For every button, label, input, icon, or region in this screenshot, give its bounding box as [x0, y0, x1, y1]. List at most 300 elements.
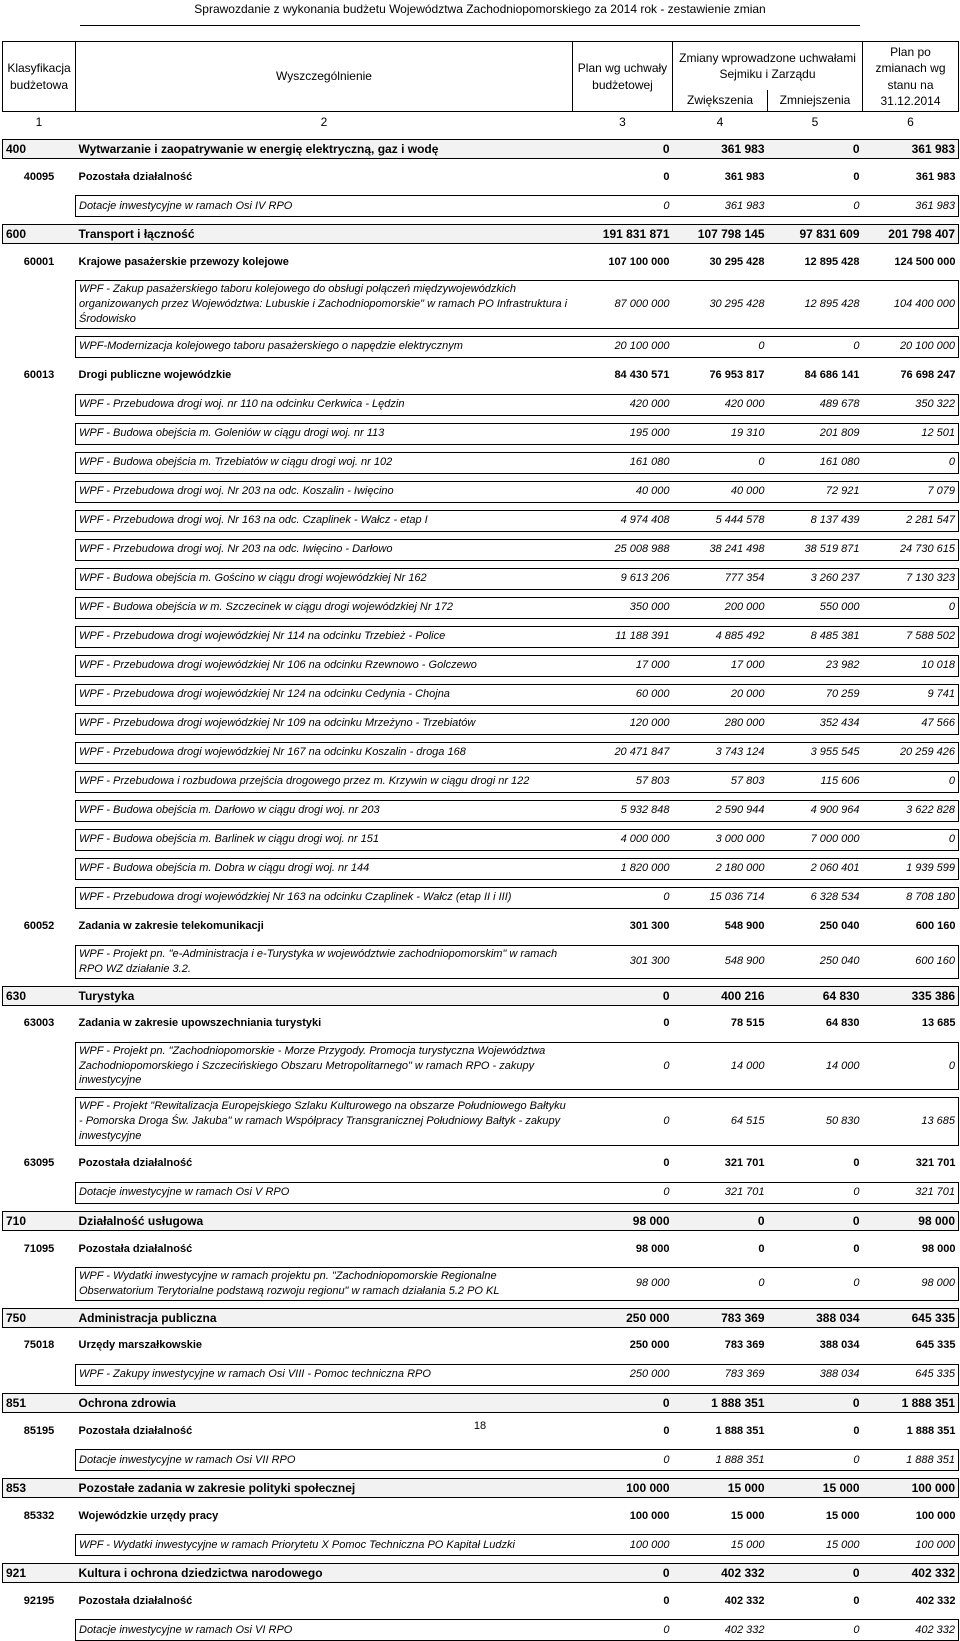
empty-code-cell — [3, 539, 76, 560]
spacer-cell — [3, 938, 959, 946]
description: WPF - Projekt "Rewitalizacja Europejskiego Szlaku Kulturowego na obszarze Południowego Bałtyku - Pomorska Droga Św. Jakuba" w ramach Współpracy Transgranicznej Południowy Bałtyk - zakupy inwestycyjne — [76, 1098, 573, 1146]
spacer-cell — [3, 188, 959, 196]
decrease-value: 388 034 — [768, 1364, 863, 1385]
column-number: 3 — [619, 114, 626, 129]
decrease-value: 64 830 — [825, 1017, 860, 1030]
plan-after-value: 0 — [863, 1042, 959, 1090]
plan-value: 4 000 000 — [573, 829, 673, 850]
spacer-cell — [3, 705, 959, 713]
description: Zadania w zakresie telekomunikacji — [78, 920, 264, 933]
plan-value: 0 — [573, 986, 673, 1005]
plan-value: 98 000 — [635, 1242, 670, 1255]
spacer-cell — [3, 1035, 959, 1043]
empty-code-cell — [3, 281, 76, 329]
plan-after-value: 0 — [863, 597, 959, 618]
header-klasyfikacja: Klasyfikacja budżetowa — [3, 42, 76, 112]
spacer-cell — [3, 1471, 959, 1479]
decrease-value: 489 678 — [768, 394, 863, 415]
description: WPF - Wydatki inwestycyjne w ramach Priorytetu X Pomoc Techniczna PO Kapitał Ludzki — [76, 1535, 573, 1556]
column-number-row — [3, 112, 959, 133]
plan-value: 250 000 — [573, 1308, 673, 1327]
plan-after-value: 645 335 — [863, 1308, 959, 1327]
plan-after-value: 1 939 599 — [863, 858, 959, 879]
row-spacer — [3, 763, 959, 771]
decrease-value: 0 — [853, 170, 860, 183]
task-row — [3, 1182, 959, 1203]
title-divider — [80, 25, 860, 26]
increase-value: 361 983 — [673, 140, 768, 159]
increase-value: 20 000 — [673, 684, 768, 705]
empty-code-cell — [3, 1182, 76, 1203]
task-row — [3, 281, 959, 329]
row-spacer — [3, 1005, 959, 1013]
task-row — [3, 196, 959, 217]
row-spacer — [3, 531, 959, 539]
plan-after-value: 98 000 — [921, 1242, 956, 1255]
spacer-cell — [3, 132, 959, 140]
decrease-value: 12 895 428 — [804, 255, 860, 268]
plan-after-value: 24 730 615 — [863, 539, 959, 560]
increase-value: 76 953 817 — [709, 369, 765, 382]
description: WPF - Przebudowa drogi wojewódzkiej Nr 167 na odcinku Koszalin - droga 168 — [76, 742, 573, 763]
description: WPF - Budowa obejścia m. Trzebiatów w ciągu drogi woj. nr 102 — [76, 452, 573, 473]
classification-code: 853 — [3, 1479, 76, 1498]
empty-code-cell — [3, 394, 76, 415]
row-spacer — [3, 821, 959, 829]
row-spacer — [3, 444, 959, 452]
classification-code: 921 — [3, 1564, 76, 1583]
description: WPF - Przebudowa drogi woj. Nr 203 na odc. Iwięcino - Darłowo — [76, 539, 573, 560]
section-row — [3, 1564, 959, 1583]
plan-value: 100 000 — [573, 1535, 673, 1556]
empty-code-cell — [3, 510, 76, 531]
plan-value: 84 430 571 — [614, 369, 670, 382]
plan-value: 0 — [573, 1182, 673, 1203]
chapter-row — [3, 251, 959, 273]
row-spacer — [3, 273, 959, 281]
row-spacer — [3, 1327, 959, 1335]
task-row — [3, 858, 959, 879]
decrease-value: 0 — [768, 1393, 863, 1412]
increase-value: 15 000 — [673, 1535, 768, 1556]
decrease-value: 115 606 — [768, 771, 863, 792]
description: Drogi publiczne wojewódzkie — [78, 369, 232, 382]
chapter-row — [3, 1153, 959, 1175]
spacer-cell — [3, 792, 959, 800]
decrease-value: 0 — [768, 1182, 863, 1203]
chapter-row — [3, 1238, 959, 1260]
decrease-value: 0 — [853, 1424, 860, 1437]
row-spacer — [3, 1203, 959, 1211]
decrease-value: 15 000 — [825, 1509, 860, 1522]
spacer-cell — [3, 618, 959, 626]
empty-code-cell — [3, 771, 76, 792]
empty-code-cell — [3, 655, 76, 676]
classification-code: 63095 — [23, 1157, 55, 1170]
increase-value: 15 036 714 — [673, 887, 768, 908]
decrease-value: 12 895 428 — [768, 281, 863, 329]
plan-value: 60 000 — [573, 684, 673, 705]
increase-value: 783 369 — [673, 1308, 768, 1327]
description: Działalność usługowa — [76, 1211, 573, 1230]
spacer-cell — [3, 589, 959, 597]
description: Wytwarzanie i zaopatrywanie w energię elektryczną, gaz i wodę — [76, 140, 573, 159]
description: Pozostała działalność — [78, 170, 193, 183]
description: WPF - Przebudowa drogi wojewódzkiej Nr 163 na odcinku Czaplinek - Wałcz (etap II i III) — [76, 887, 573, 908]
row-spacer — [3, 357, 959, 365]
row-spacer — [3, 502, 959, 510]
plan-value: 0 — [573, 196, 673, 217]
task-row — [3, 887, 959, 908]
task-row — [3, 1450, 959, 1471]
increase-value: 402 332 — [724, 1595, 765, 1608]
plan-after-value: 1 888 351 — [863, 1393, 959, 1412]
empty-code-cell — [3, 196, 76, 217]
spacer-cell — [3, 1145, 959, 1153]
classification-code: 75018 — [23, 1339, 55, 1352]
description: Turystyka — [76, 986, 573, 1005]
classification-code: 60052 — [23, 920, 55, 933]
section-row — [3, 140, 959, 159]
budget-table — [2, 41, 959, 1641]
spacer-cell — [3, 531, 959, 539]
section-row — [3, 986, 959, 1005]
decrease-value: 550 000 — [768, 597, 863, 618]
increase-value: 361 983 — [673, 196, 768, 217]
row-spacer — [3, 792, 959, 800]
plan-after-value: 361 983 — [863, 196, 959, 217]
empty-code-cell — [3, 742, 76, 763]
plan-value: 20 471 847 — [573, 742, 673, 763]
plan-value: 250 000 — [629, 1339, 670, 1352]
increase-value: 0 — [673, 1211, 768, 1230]
increase-value: 361 983 — [724, 170, 765, 183]
plan-after-value: 76 698 247 — [900, 369, 956, 382]
description: Ochrona zdrowia — [76, 1393, 573, 1412]
plan-after-value: 600 160 — [915, 920, 956, 933]
decrease-value: 161 080 — [768, 452, 863, 473]
row-spacer — [3, 1471, 959, 1479]
task-row — [3, 568, 959, 589]
increase-value: 40 000 — [673, 481, 768, 502]
empty-code-cell — [3, 1268, 76, 1301]
plan-after-value: 7 588 502 — [863, 626, 959, 647]
empty-code-cell — [3, 568, 76, 589]
plan-after-value: 100 000 — [915, 1509, 956, 1522]
classification-code: 710 — [3, 1211, 76, 1230]
column-number: 2 — [320, 114, 328, 129]
decrease-value: 84 686 141 — [804, 369, 860, 382]
task-row — [3, 684, 959, 705]
decrease-value: 38 519 871 — [768, 539, 863, 560]
decrease-value: 15 000 — [768, 1479, 863, 1498]
plan-after-value: 645 335 — [915, 1339, 956, 1352]
row-spacer — [3, 1260, 959, 1268]
increase-value: 2 590 944 — [673, 800, 768, 821]
classification-code: 85195 — [23, 1424, 55, 1437]
description: WPF - Przebudowa drogi woj. Nr 203 na odc. Koszalin - Iwięcino — [76, 481, 573, 502]
task-row — [3, 626, 959, 647]
task-row — [3, 394, 959, 415]
description: Pozostała działalność — [78, 1595, 193, 1608]
empty-code-cell — [3, 1364, 76, 1385]
header-plan-po-zmianach: Plan po zmianach wg stanu na 31.12.2014 — [863, 42, 959, 112]
classification-code: 92195 — [23, 1595, 55, 1608]
classification-code: 60001 — [23, 255, 55, 268]
description: Pozostałe zadania w zakresie polityki społecznej — [76, 1479, 573, 1498]
description: Zadania w zakresie upowszechniania turystyki — [78, 1017, 322, 1030]
increase-value: 0 — [673, 1268, 768, 1301]
chapter-row — [3, 365, 959, 387]
increase-value: 402 332 — [673, 1564, 768, 1583]
spacer-cell — [3, 879, 959, 887]
increase-value: 0 — [673, 452, 768, 473]
empty-code-cell — [3, 626, 76, 647]
row-spacer — [3, 1231, 959, 1239]
increase-value: 420 000 — [673, 394, 768, 415]
description: WPF - Przebudowa drogi wojewódzkiej Nr 106 na odcinku Rzewnowo - Golczewo — [76, 655, 573, 676]
plan-value: 0 — [573, 1620, 673, 1641]
decrease-value: 23 982 — [768, 655, 863, 676]
task-row — [3, 423, 959, 444]
plan-value: 100 000 — [629, 1509, 670, 1522]
plan-after-value: 361 983 — [915, 170, 956, 183]
decrease-value: 0 — [853, 1157, 860, 1170]
chapter-row — [3, 166, 959, 188]
row-spacer — [3, 1556, 959, 1564]
plan-after-value: 1 888 351 — [906, 1424, 956, 1437]
plan-value: 0 — [573, 1393, 673, 1412]
row-spacer — [3, 1612, 959, 1620]
row-spacer — [3, 879, 959, 887]
row-spacer — [3, 938, 959, 946]
plan-value: 0 — [573, 887, 673, 908]
row-spacer — [3, 589, 959, 597]
plan-after-value: 20 259 426 — [863, 742, 959, 763]
decrease-value: 4 900 964 — [768, 800, 863, 821]
decrease-value: 50 830 — [768, 1098, 863, 1146]
increase-value: 783 369 — [673, 1364, 768, 1385]
empty-code-cell — [3, 597, 76, 618]
increase-value: 548 900 — [724, 920, 765, 933]
page-number: 18 — [473, 1420, 487, 1432]
increase-value: 38 241 498 — [673, 539, 768, 560]
plan-after-value: 0 — [863, 452, 959, 473]
plan-value: 1 820 000 — [573, 858, 673, 879]
increase-value: 3 743 124 — [673, 742, 768, 763]
empty-code-cell — [3, 1042, 76, 1090]
plan-value: 0 — [663, 1157, 670, 1170]
empty-code-cell — [3, 713, 76, 734]
task-row — [3, 336, 959, 357]
plan-value: 98 000 — [573, 1211, 673, 1230]
increase-value: 64 515 — [673, 1098, 768, 1146]
plan-after-value: 100 000 — [863, 1479, 959, 1498]
plan-value: 350 000 — [573, 597, 673, 618]
row-spacer — [3, 560, 959, 568]
increase-value: 321 701 — [724, 1157, 765, 1170]
spacer-cell — [3, 734, 959, 742]
section-row — [3, 1393, 959, 1412]
increase-value: 15 000 — [673, 1479, 768, 1498]
empty-code-cell — [3, 336, 76, 357]
description: WPF - Zakupy inwestycyjne w ramach Osi VIII - Pomoc techniczna RPO — [76, 1364, 573, 1385]
plan-after-value: 47 566 — [863, 713, 959, 734]
empty-code-cell — [3, 1620, 76, 1641]
plan-after-value: 645 335 — [863, 1364, 959, 1385]
spacer-cell — [3, 159, 959, 167]
spacer-cell — [3, 1527, 959, 1535]
classification-code: 63003 — [23, 1017, 55, 1030]
plan-after-value: 9 741 — [863, 684, 959, 705]
classification-code: 40095 — [23, 170, 55, 183]
spacer-cell — [3, 1005, 959, 1013]
decrease-value: 250 040 — [819, 920, 860, 933]
row-spacer — [3, 850, 959, 858]
decrease-value: 352 434 — [768, 713, 863, 734]
row-spacer — [3, 244, 959, 252]
plan-value: 0 — [663, 1595, 670, 1608]
plan-after-value: 98 000 — [863, 1268, 959, 1301]
increase-value: 57 803 — [673, 771, 768, 792]
plan-value: 301 300 — [573, 945, 673, 978]
decrease-value: 64 830 — [768, 986, 863, 1005]
classification-code: 851 — [3, 1393, 76, 1412]
column-number: 1 — [35, 114, 43, 129]
row-spacer — [3, 1583, 959, 1591]
column-number: 5 — [811, 114, 819, 129]
description: Dotacje inwestycyjne w ramach Osi V RPO — [76, 1182, 573, 1203]
task-row — [3, 1535, 959, 1556]
spacer-cell — [3, 1175, 959, 1183]
spacer-cell — [3, 328, 959, 336]
chapter-row — [3, 916, 959, 938]
decrease-value: 0 — [768, 1268, 863, 1301]
decrease-value: 0 — [768, 1564, 863, 1583]
spacer-cell — [3, 1090, 959, 1098]
description: WPF - Projekt pn. "e-Administracja i e-Turystyka w województwie zachodniopomorskim" w ramach RPO WZ działanie 3.2. — [76, 945, 573, 978]
increase-value: 402 332 — [673, 1620, 768, 1641]
empty-code-cell — [3, 829, 76, 850]
plan-after-value: 321 701 — [863, 1182, 959, 1203]
decrease-value: 388 034 — [819, 1339, 860, 1352]
row-spacer — [3, 1385, 959, 1393]
description: Urzędy marszałkowskie — [78, 1339, 203, 1352]
header-zwiekszenia: Zwiększenia — [673, 90, 768, 112]
spacer-cell — [3, 1442, 959, 1450]
increase-value: 0 — [673, 336, 768, 357]
plan-after-value: 402 332 — [863, 1564, 959, 1583]
description: WPF-Modernizacja kolejowego taboru pasażerskiego o napędzie elektrycznym — [76, 336, 573, 357]
plan-after-value: 201 798 407 — [863, 225, 959, 244]
task-row — [3, 1268, 959, 1301]
spacer-cell — [3, 1583, 959, 1591]
decrease-value: 0 — [853, 1242, 860, 1255]
description: Transport i łączność — [76, 225, 573, 244]
description: Pozostała działalność — [78, 1424, 193, 1437]
plan-value: 161 080 — [573, 452, 673, 473]
increase-value: 777 354 — [673, 568, 768, 589]
empty-code-cell — [3, 858, 76, 879]
classification-code: 85332 — [23, 1509, 55, 1522]
row-spacer — [3, 1442, 959, 1450]
spacer-cell — [3, 821, 959, 829]
description: WPF - Przebudowa i rozbudowa przejścia drogowego przez m. Krzywin w ciągu drogi nr 122 — [76, 771, 573, 792]
description: WPF - Budowa obejścia m. Dobra w ciągu drogi woj. nr 144 — [76, 858, 573, 879]
row-spacer — [3, 734, 959, 742]
plan-after-value: 361 983 — [863, 140, 959, 159]
spacer-cell — [3, 763, 959, 771]
header-zmiany: Zmiany wprowadzone uchwałami Sejmiku i Zarządu — [673, 42, 863, 90]
section-row — [3, 1211, 959, 1230]
plan-value: 191 831 871 — [573, 225, 673, 244]
spacer-cell — [3, 502, 959, 510]
plan-after-value: 1 888 351 — [863, 1450, 959, 1471]
spacer-cell — [3, 978, 959, 986]
document-title: Sprawozdanie z wykonania budżetu Województwa Zachodniopomorskiego za 2014 rok - zestawienie zmian — [194, 2, 766, 16]
row-spacer — [3, 908, 959, 916]
empty-code-cell — [3, 452, 76, 473]
classification-code: 71095 — [23, 1242, 55, 1255]
task-row — [3, 1620, 959, 1641]
spacer-cell — [3, 1327, 959, 1335]
plan-after-value: 12 501 — [863, 423, 959, 444]
decrease-value: 2 060 401 — [768, 858, 863, 879]
spacer-cell — [3, 850, 959, 858]
task-row — [3, 742, 959, 763]
empty-code-cell — [3, 1098, 76, 1146]
description: WPF - Przebudowa drogi wojewódzkiej Nr 114 na odcinku Trzebież - Police — [76, 626, 573, 647]
plan-value: 5 932 848 — [573, 800, 673, 821]
decrease-value: 7 000 000 — [768, 829, 863, 850]
spacer-cell — [3, 217, 959, 225]
spacer-cell — [3, 357, 959, 365]
decrease-value: 8 485 381 — [768, 626, 863, 647]
row-spacer — [3, 1175, 959, 1183]
description: WPF - Zakup pasażerskiego taboru kolejowego do obsługi połączeń międzywojewódzkich organizowanych przez Województwa: Lubuskie i Zachodniopomorskie" w ramach PO Infrastruktura i Środowisko — [76, 281, 573, 329]
row-spacer — [3, 415, 959, 423]
empty-code-cell — [3, 684, 76, 705]
spacer-cell — [3, 387, 959, 395]
row-spacer — [3, 188, 959, 196]
spacer-cell — [3, 1556, 959, 1564]
decrease-value: 250 040 — [768, 945, 863, 978]
plan-value: 17 000 — [573, 655, 673, 676]
chapter-row — [3, 1590, 959, 1612]
increase-value: 78 515 — [730, 1017, 765, 1030]
decrease-value: 3 260 237 — [768, 568, 863, 589]
increase-value: 200 000 — [673, 597, 768, 618]
row-spacer — [3, 1300, 959, 1308]
plan-value: 195 000 — [573, 423, 673, 444]
classification-code: 630 — [3, 986, 76, 1005]
plan-value: 0 — [663, 1017, 670, 1030]
spacer-cell — [3, 1260, 959, 1268]
spacer-cell — [3, 273, 959, 281]
plan-value: 57 803 — [573, 771, 673, 792]
increase-value: 30 295 428 — [673, 281, 768, 329]
spacer-cell — [3, 676, 959, 684]
task-row — [3, 655, 959, 676]
increase-value: 321 701 — [673, 1182, 768, 1203]
task-row — [3, 481, 959, 502]
plan-value: 87 000 000 — [573, 281, 673, 329]
plan-after-value: 402 332 — [863, 1620, 959, 1641]
description: WPF - Przebudowa drogi woj. nr 110 na odcinku Cerkwica - Lędzin — [76, 394, 573, 415]
plan-value: 40 000 — [573, 481, 673, 502]
description: Administracja publiczna — [76, 1308, 573, 1327]
spacer-cell — [3, 444, 959, 452]
